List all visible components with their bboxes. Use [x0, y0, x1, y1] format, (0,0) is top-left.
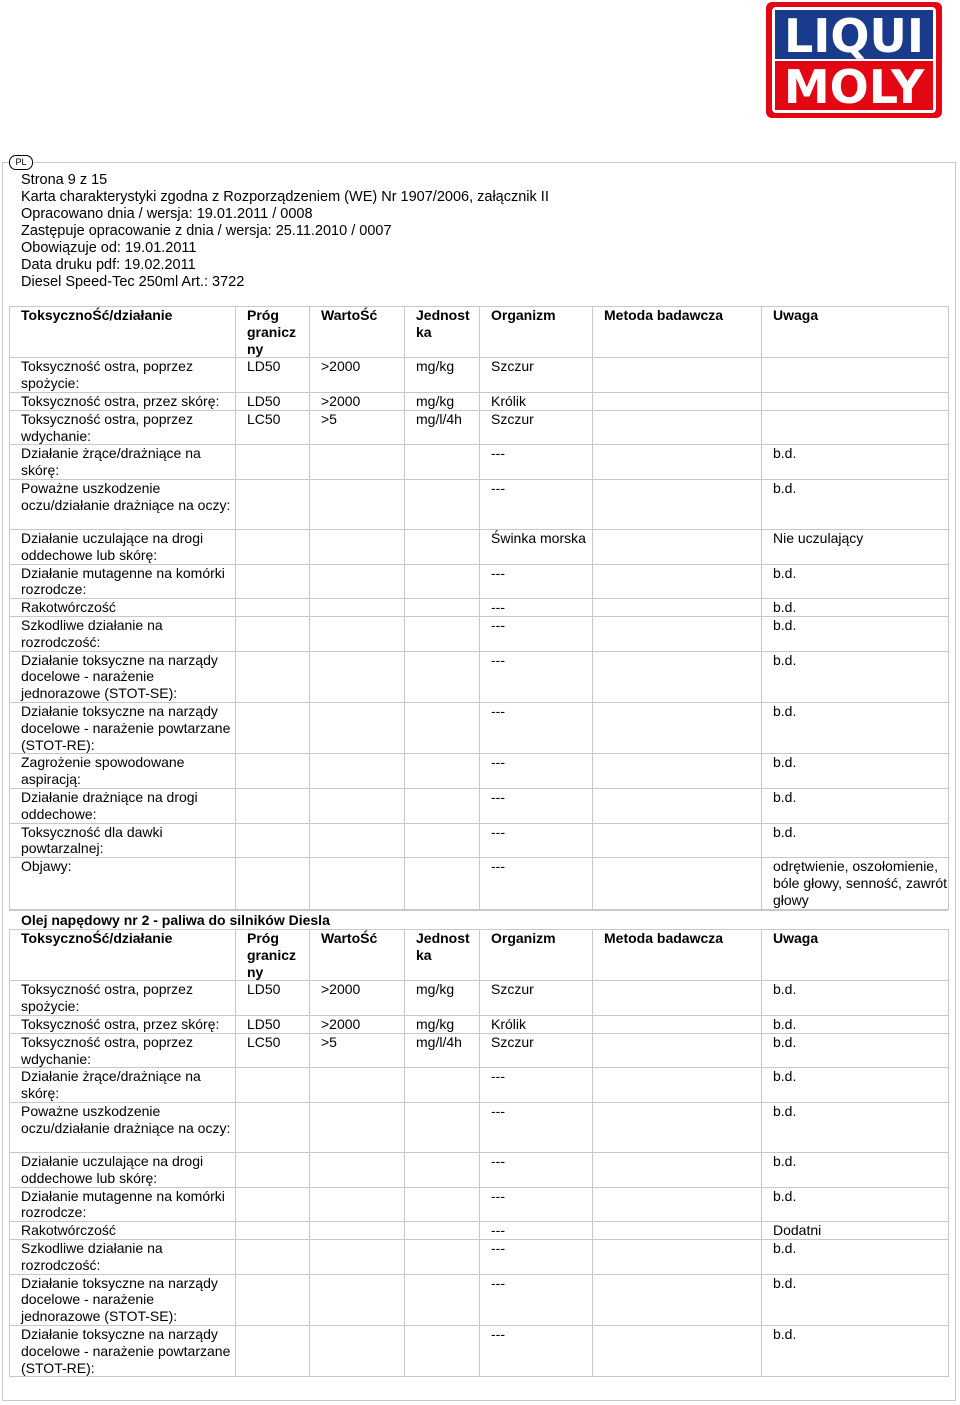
column-header-unit: Jednost ka — [405, 307, 480, 358]
cell-threshold — [236, 616, 310, 651]
prepared-date: Opracowano dnia / wersja: 19.01.2011 / 0008 — [21, 206, 313, 222]
column-header-method: Metoda badawcza — [593, 307, 762, 358]
cell-unit — [405, 1187, 480, 1222]
cell-organism: Szczur — [480, 981, 593, 1016]
cell-value — [310, 1068, 405, 1103]
table-row — [10, 1274, 949, 1325]
cell-organism: --- — [480, 599, 593, 617]
cell-unit — [405, 1152, 480, 1187]
cell-remark — [762, 410, 949, 445]
cell-value — [310, 788, 405, 823]
cell-effect: Toksyczność ostra, poprzez spożycie: — [10, 981, 236, 1016]
column-header-value: WartoŚć — [310, 930, 405, 981]
cell-remark: b.d. — [762, 702, 949, 753]
cell-threshold — [236, 1325, 310, 1376]
cell-remark: b.d. — [762, 981, 949, 1016]
column-header-value: WartoŚć — [310, 307, 405, 358]
cell-value — [310, 1274, 405, 1325]
cell-effect: Działanie toksyczne na narządy docelowe - narażenie jednorazowe (STOT-SE): — [10, 1274, 236, 1325]
toxicity-table-1 — [9, 306, 949, 910]
cell-remark: b.d. — [762, 599, 949, 617]
cell-method — [593, 479, 762, 529]
cell-effect: Toksyczność ostra, poprzez spożycie: — [10, 358, 236, 393]
cell-value — [310, 599, 405, 617]
cell-method — [593, 392, 762, 410]
cell-organism: Świnka morska — [480, 529, 593, 564]
cell-organism: --- — [480, 1274, 593, 1325]
cell-unit: mg/l/4h — [405, 410, 480, 445]
cell-organism: --- — [480, 1068, 593, 1103]
cell-unit — [405, 1274, 480, 1325]
cell-threshold: LD50 — [236, 392, 310, 410]
cell-effect: Poważne uszkodzenie oczu/działanie drażniące na oczy: — [10, 1102, 236, 1152]
cell-remark: b.d. — [762, 1015, 949, 1033]
page-number: Strona 9 z 15 — [21, 172, 108, 188]
cell-organism: --- — [480, 1222, 593, 1240]
cell-value — [310, 445, 405, 480]
language-badge: PL — [9, 155, 33, 170]
cell-remark: b.d. — [762, 1239, 949, 1274]
cell-unit — [405, 858, 480, 909]
cell-value: >2000 — [310, 981, 405, 1016]
cell-unit: mg/kg — [405, 392, 480, 410]
cell-unit — [405, 529, 480, 564]
cell-unit: mg/l/4h — [405, 1033, 480, 1068]
cell-effect: Objawy: — [10, 858, 236, 909]
cell-method — [593, 1239, 762, 1274]
cell-value — [310, 564, 405, 599]
table-header-row — [10, 930, 949, 981]
cell-organism: --- — [480, 479, 593, 529]
cell-threshold: LC50 — [236, 1033, 310, 1068]
table-row — [10, 410, 949, 445]
cell-method — [593, 858, 762, 909]
table-row — [10, 1239, 949, 1274]
table-row — [10, 1222, 949, 1240]
cell-effect: Zagrożenie spowodowane aspiracją: — [10, 754, 236, 789]
cell-threshold: LD50 — [236, 358, 310, 393]
column-header-remark: Uwaga — [762, 930, 949, 981]
cell-method — [593, 1325, 762, 1376]
logo-text-moly: MOLY — [783, 60, 925, 114]
cell-method — [593, 754, 762, 789]
cell-remark: b.d. — [762, 1274, 949, 1325]
cell-value: >2000 — [310, 392, 405, 410]
table-row — [10, 564, 949, 599]
cell-unit — [405, 1222, 480, 1240]
cell-remark: b.d. — [762, 651, 949, 702]
cell-effect: Działanie uczulające na drogi oddechowe lub skórę: — [10, 1152, 236, 1187]
table-row — [10, 358, 949, 393]
cell-method — [593, 981, 762, 1016]
cell-unit — [405, 823, 480, 858]
cell-effect: Działanie mutagenne na komórki rozrodcze: — [10, 564, 236, 599]
cell-effect: Działanie toksyczne na narządy docelowe - narażenie jednorazowe (STOT-SE): — [10, 651, 236, 702]
cell-threshold — [236, 1152, 310, 1187]
cell-value — [310, 651, 405, 702]
cell-organism: Szczur — [480, 358, 593, 393]
cell-method — [593, 1187, 762, 1222]
cell-unit — [405, 479, 480, 529]
section-separator — [9, 910, 948, 911]
cell-method — [593, 445, 762, 480]
table-row — [10, 651, 949, 702]
cell-effect: Działanie toksyczne na narządy docelowe - narażenie powtarzane (STOT-RE): — [10, 1325, 236, 1376]
cell-organism: --- — [480, 616, 593, 651]
table-row — [10, 1102, 949, 1152]
table-row — [10, 529, 949, 564]
column-header-threshold: Próg granicz ny — [236, 307, 310, 358]
cell-organism: --- — [480, 823, 593, 858]
cell-method — [593, 564, 762, 599]
cell-organism: --- — [480, 445, 593, 480]
cell-value — [310, 858, 405, 909]
column-header-effect: ToksycznoŚć/działanie — [10, 307, 236, 358]
cell-threshold — [236, 529, 310, 564]
cell-remark: b.d. — [762, 445, 949, 480]
cell-unit — [405, 651, 480, 702]
table-row — [10, 1187, 949, 1222]
cell-threshold — [236, 445, 310, 480]
table-row — [10, 1015, 949, 1033]
cell-value — [310, 529, 405, 564]
cell-organism: Szczur — [480, 1033, 593, 1068]
table-row — [10, 788, 949, 823]
cell-organism: Królik — [480, 392, 593, 410]
table-row — [10, 1325, 949, 1376]
column-header-organism: Organizm — [480, 307, 593, 358]
column-header-effect: ToksycznoŚć/działanie — [10, 930, 236, 981]
cell-method — [593, 1068, 762, 1103]
cell-unit — [405, 1102, 480, 1152]
cell-method — [593, 1152, 762, 1187]
cell-unit — [405, 1239, 480, 1274]
cell-value — [310, 479, 405, 529]
cell-effect: Działanie żrące/drażniące na skórę: — [10, 445, 236, 480]
cell-remark: b.d. — [762, 479, 949, 529]
cell-method — [593, 1222, 762, 1240]
cell-remark: b.d. — [762, 1325, 949, 1376]
cell-unit — [405, 616, 480, 651]
cell-unit — [405, 788, 480, 823]
cell-effect: Działanie drażniące na drogi oddechowe: — [10, 788, 236, 823]
column-header-organism: Organizm — [480, 930, 593, 981]
cell-threshold — [236, 754, 310, 789]
cell-effect: Toksyczność dla dawki powtarzalnej: — [10, 823, 236, 858]
cell-unit — [405, 564, 480, 599]
table-row — [10, 599, 949, 617]
cell-unit — [405, 599, 480, 617]
cell-threshold — [236, 823, 310, 858]
cell-effect: Działanie toksyczne na narządy docelowe - narażenie powtarzane (STOT-RE): — [10, 702, 236, 753]
table-row — [10, 981, 949, 1016]
document-title: Karta charakterystyki zgodna z Rozporządzeniem (WE) Nr 1907/2006, załącznik II — [21, 189, 549, 205]
cell-threshold — [236, 858, 310, 909]
cell-remark: b.d. — [762, 1068, 949, 1103]
cell-threshold — [236, 1068, 310, 1103]
table-header-row — [10, 307, 949, 358]
cell-organism: --- — [480, 564, 593, 599]
cell-threshold — [236, 788, 310, 823]
valid-from: Obowiązuje od: 19.01.2011 — [21, 240, 197, 256]
cell-effect: Poważne uszkodzenie oczu/działanie drażniące na oczy: — [10, 479, 236, 529]
cell-remark: b.d. — [762, 754, 949, 789]
cell-remark: b.d. — [762, 564, 949, 599]
cell-threshold — [236, 1187, 310, 1222]
cell-method — [593, 358, 762, 393]
cell-effect: Toksyczność ostra, przez skórę: — [10, 1015, 236, 1033]
cell-method — [593, 599, 762, 617]
cell-threshold — [236, 1274, 310, 1325]
table-row — [10, 1068, 949, 1103]
table-row — [10, 445, 949, 480]
column-header-method: Metoda badawcza — [593, 930, 762, 981]
cell-threshold — [236, 479, 310, 529]
cell-remark: b.d. — [762, 1152, 949, 1187]
cell-remark: b.d. — [762, 616, 949, 651]
table-row — [10, 823, 949, 858]
cell-organism: --- — [480, 1102, 593, 1152]
cell-value — [310, 702, 405, 753]
cell-threshold — [236, 1222, 310, 1240]
cell-organism: --- — [480, 1187, 593, 1222]
cell-unit: mg/kg — [405, 1015, 480, 1033]
cell-value: >2000 — [310, 1015, 405, 1033]
cell-organism: --- — [480, 651, 593, 702]
cell-threshold: LD50 — [236, 981, 310, 1016]
cell-unit — [405, 754, 480, 789]
cell-remark: Nie uczulający — [762, 529, 949, 564]
cell-method — [593, 651, 762, 702]
cell-method — [593, 788, 762, 823]
cell-remark: b.d. — [762, 1187, 949, 1222]
table-row — [10, 392, 949, 410]
cell-unit: mg/kg — [405, 981, 480, 1016]
cell-remark — [762, 358, 949, 393]
cell-remark — [762, 392, 949, 410]
document-header — [21, 172, 549, 291]
cell-threshold — [236, 1239, 310, 1274]
cell-remark: b.d. — [762, 788, 949, 823]
cell-organism: --- — [480, 858, 593, 909]
cell-remark: b.d. — [762, 1102, 949, 1152]
toxicity-table-2 — [9, 929, 949, 1377]
cell-method — [593, 616, 762, 651]
cell-method — [593, 1015, 762, 1033]
cell-method — [593, 1274, 762, 1325]
cell-organism: --- — [480, 1239, 593, 1274]
print-date: Data druku pdf: 19.02.2011 — [21, 257, 196, 273]
cell-organism: Królik — [480, 1015, 593, 1033]
cell-effect: Toksyczność ostra, przez skórę: — [10, 392, 236, 410]
cell-organism: Szczur — [480, 410, 593, 445]
cell-value: >2000 — [310, 358, 405, 393]
cell-effect: Działanie żrące/drażniące na skórę: — [10, 1068, 236, 1103]
table-row — [10, 1033, 949, 1068]
cell-threshold — [236, 599, 310, 617]
cell-effect: Rakotwórczość — [10, 1222, 236, 1240]
table-row — [10, 1152, 949, 1187]
table-row — [10, 616, 949, 651]
cell-method — [593, 1033, 762, 1068]
cell-value — [310, 1152, 405, 1187]
cell-threshold — [236, 651, 310, 702]
cell-method — [593, 410, 762, 445]
table-row — [10, 702, 949, 753]
cell-remark: b.d. — [762, 1033, 949, 1068]
product-name: Diesel Speed-Tec 250ml Art.: 3722 — [21, 274, 245, 290]
cell-remark: odrętwienie, oszołomienie, bóle głowy, senność, zawrót głowy — [762, 858, 949, 909]
cell-value — [310, 1325, 405, 1376]
cell-value — [310, 754, 405, 789]
table-row — [10, 479, 949, 529]
section-title-diesel-oil: Olej napędowy nr 2 - paliwa do silników Diesla — [21, 912, 330, 928]
cell-effect: Szkodliwe działanie na rozrodczość: — [10, 616, 236, 651]
cell-threshold: LC50 — [236, 410, 310, 445]
cell-unit — [405, 1068, 480, 1103]
cell-method — [593, 1102, 762, 1152]
cell-effect: Działanie mutagenne na komórki rozrodcze: — [10, 1187, 236, 1222]
cell-effect: Toksyczność ostra, poprzez wdychanie: — [10, 410, 236, 445]
cell-effect: Szkodliwe działanie na rozrodczość: — [10, 1239, 236, 1274]
cell-value: >5 — [310, 410, 405, 445]
column-header-threshold: Próg granicz ny — [236, 930, 310, 981]
cell-threshold — [236, 564, 310, 599]
cell-value — [310, 1102, 405, 1152]
cell-effect: Działanie uczulające na drogi oddechowe lub skórę: — [10, 529, 236, 564]
cell-method — [593, 529, 762, 564]
cell-unit: mg/kg — [405, 358, 480, 393]
cell-unit — [405, 1325, 480, 1376]
cell-value — [310, 1187, 405, 1222]
column-header-unit: Jednost ka — [405, 930, 480, 981]
cell-organism: --- — [480, 788, 593, 823]
cell-method — [593, 702, 762, 753]
logo-text-liqui: LIQUI — [784, 9, 924, 63]
table-row — [10, 858, 949, 909]
cell-method — [593, 823, 762, 858]
liqui-moly-logo — [766, 2, 942, 118]
cell-organism: --- — [480, 1325, 593, 1376]
cell-organism: --- — [480, 702, 593, 753]
cell-threshold — [236, 702, 310, 753]
table-row — [10, 754, 949, 789]
cell-unit — [405, 445, 480, 480]
cell-organism: --- — [480, 1152, 593, 1187]
cell-effect: Toksyczność ostra, poprzez wdychanie: — [10, 1033, 236, 1068]
cell-remark: b.d. — [762, 823, 949, 858]
cell-threshold — [236, 1102, 310, 1152]
cell-effect: Rakotwórczość — [10, 599, 236, 617]
cell-organism: --- — [480, 754, 593, 789]
cell-threshold: LD50 — [236, 1015, 310, 1033]
column-header-remark: Uwaga — [762, 307, 949, 358]
cell-value: >5 — [310, 1033, 405, 1068]
cell-value — [310, 1222, 405, 1240]
cell-unit — [405, 702, 480, 753]
replaces-date: Zastępuje opracowanie z dnia / wersja: 25.11.2010 / 0007 — [21, 223, 392, 239]
cell-value — [310, 1239, 405, 1274]
cell-remark: Dodatni — [762, 1222, 949, 1240]
cell-value — [310, 616, 405, 651]
cell-value — [310, 823, 405, 858]
